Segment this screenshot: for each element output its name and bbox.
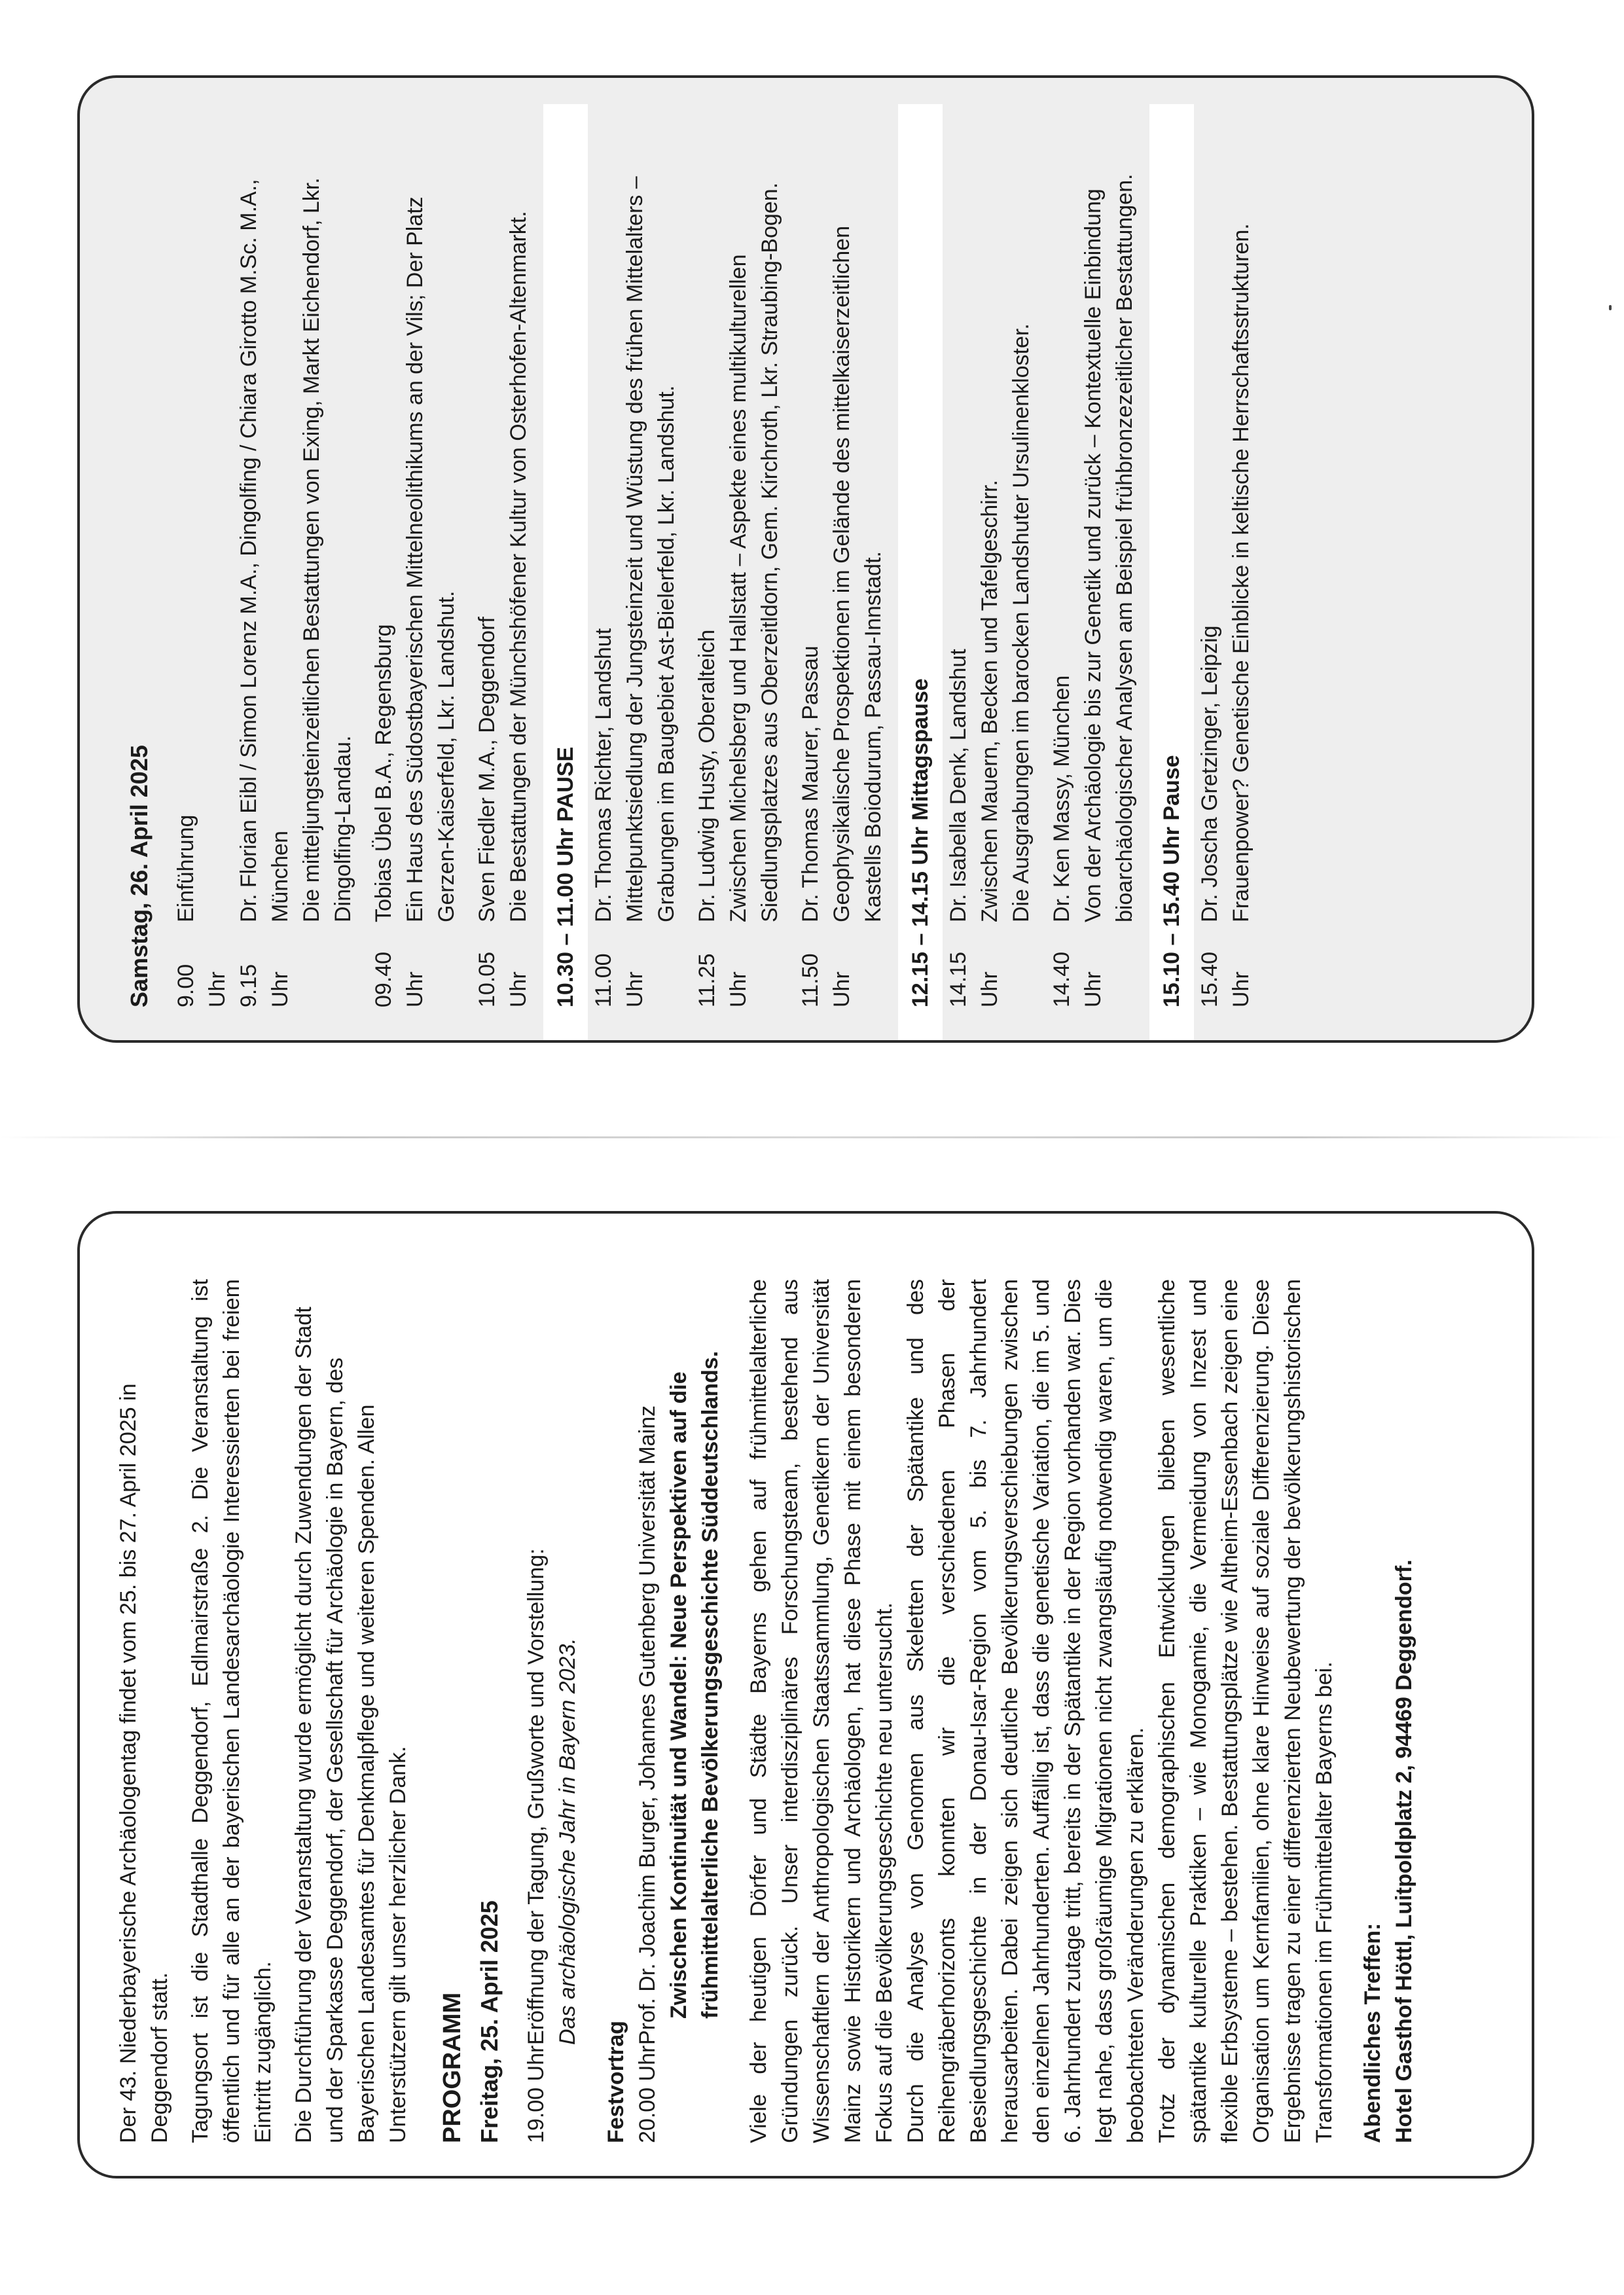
session-title: Geophysikalische Prospektionen im Gelände des mittelkaiserzeitlichen Kastells Boiodurum, Passau-Innstadt. [829, 226, 886, 922]
session-time: 11.50 Uhr [798, 953, 854, 1007]
session-title: Frauenpower? Genetische Einblicke in keltische Herrschaftsstrukturen. [1229, 223, 1254, 922]
intro-paragraph-1: Der 43. Niederbayerische Archäologentag findet vom 25. bis 27. April 2025 in Deggendorf statt. [116, 1383, 172, 2143]
saturday-program-panel [77, 75, 1534, 1043]
session-time: 14.15 Uhr [946, 951, 1002, 1007]
session-row [943, 143, 1037, 1007]
abstract-paragraph-1: Viele der heutigen Dörfer und Städte Bayerns gehen auf frühmittelalterliche Gründungen zurück. Unser interdisziplinäres Forschungsteam, bestehend aus Wissenschaftlern der Anthropologischen Staatssammlung, Genetikern der Universität Mainz sowie Historikern und Archäologen, hat diese Phase mit einem besonderen Fokus auf die Bevölkerungsgeschichte neu untersucht. [746, 1279, 897, 2143]
session-time: 9.00 Uhr [173, 964, 230, 1007]
session-speaker: Dr. Joscha Gretzinger, Leipzig [1197, 625, 1222, 922]
session-time: 15.40 Uhr [1197, 951, 1254, 1007]
session-speaker: Dr. Ludwig Husty, Oberalteich [695, 629, 719, 922]
abstract-paragraph-2: Durch die Analyse von Genomen aus Skeletten der Spätantike und des Reihengräberhorizonts konnten wir die verschiedenen Phasen der Besiedlungsgeschichte in der Donau-Isar-Region vom 5. bis 7. Jahrhundert herausarbeiten. Dabei zeigen sich deutliche Bevölkerungsverschiebungen zwischen den einzelnen Jahrhunderten. Auffällig ist, dass die genetische Variation, die im 5. und 6. Jahrhundert zutage tritt, bereits in der Spätantike in der Region vorhanden war. Dies legt nahe, dass großräumige Migrationen nicht zwangsläufig notwendig waren, um die beobachteten Veränderungen zu erklären. [903, 1279, 1148, 2143]
session-row [471, 143, 534, 1007]
evening-place: Hotel Gasthof Höttl, Luitpoldplatz 2, 94469 Deggendorf. [1392, 1559, 1416, 2143]
session-row [1046, 143, 1140, 1007]
session-time: 9.15 Uhr [236, 964, 293, 1007]
session-time: 10.05 Uhr [475, 951, 531, 1007]
friday-content [113, 1279, 1494, 2143]
festvortrag-time: 20.00 Uhr [635, 2045, 660, 2143]
session-speaker: Dr. Thomas Richter, Landshut [591, 628, 616, 922]
session-row [795, 143, 889, 1007]
session-speaker: Tobias Übel B.A., Regensburg [371, 624, 396, 922]
session-title: Die mitteljungsteinzeitlichen Bestattungen von Exing, Markt Eichendorf, Lkr. Dingolfing-Landau. [299, 177, 355, 922]
friday-heading: Freitag, 25. April 2025 [476, 1900, 503, 2143]
session-row [1194, 143, 1257, 1007]
abstract-paragraph-3: Trotz der dynamischen demographischen Entwicklungen blieben wesentliche spätantike kulturelle Praktiken – wie Monogamie, die Vermeidung von Inzest und flexible Erbsysteme – bestehen. Bestattungsplätze wie Altheim-Essenbach zeigen eine Organisation um Kernfamilien, ohne klare Hinweise auf soziale Differenzierung. Diese Ergebnisse tragen zu einer differenzierten Neubewertung der bevölkerungshistorischen Transformationen im Frühmittelalter Bayerns bei. [1155, 1279, 1337, 2143]
opening-book: Das archäologische Jahr in Bayern 2023. [555, 1638, 580, 2045]
session-title: Mittelpunktsiedlung der Jungsteinzeit und Wüstung des frühen Mittelalters – Grabungen im Baugebiet Ast-Bielerfeld, Lkr. Landshut. [623, 176, 679, 922]
opening-row [520, 1279, 583, 2143]
evening-label: Abendliches Treffen: [1360, 1923, 1385, 2143]
session-row [233, 143, 359, 1007]
festvortrag-row [632, 1279, 726, 2143]
session-speaker: Dr. Thomas Maurer, Passau [798, 645, 823, 922]
break-pause-2: 15.10 – 15.40 Uhr Pause [1149, 104, 1194, 1043]
intro-paragraph-3: Die Durchführung der Veranstaltung wurde ermöglicht durch Zuwendungen der Stadt und der Sparkasse Deggendorf, der Gesellschaft für Archäologie in Bayern, des Bayerischen Landesamtes für Denkmalpflege und weiteren Spenden. Allen Unterstützern gilt unser herzlicher Dank. [291, 1307, 410, 2143]
session-row [588, 143, 682, 1007]
session-row [170, 143, 233, 1007]
session-row [368, 143, 462, 1007]
session-speaker: Sven Fiedler M.A., Deggendorf [475, 617, 499, 922]
session-title: Die Bestattungen der Münchshöfener Kultur von Osterhofen-Altenmarkt. [506, 211, 531, 922]
saturday-heading: Samstag, 26. April 2025 [126, 745, 153, 1007]
intro-paragraph-2: Tagungsort ist die Stadthalle Deggendorf, Edlmairstraße 2. Die Veranstaltung ist öffentlich und für alle an der bayerischen Landesarchäologie Interessierten bei freiem Eintritt zugänglich. [188, 1279, 276, 2143]
fold-line [0, 1136, 1624, 1138]
friday-program-panel [77, 1211, 1534, 2178]
session-speaker: Dr. Florian Eibl / Simon Lorenz M.A., Dingolfing / Chiara Girotto M.Sc. M.A., München [236, 179, 293, 922]
session-speaker: Dr. Ken Massy, München [1049, 675, 1074, 922]
break-pause-1: 10.30 – 11.00 Uhr PAUSE [543, 104, 588, 1043]
session-title: Von der Archäologie bis zur Genetik und zurück – Kontextuelle Einbindung bioarchäologischer Analysen am Beispiel frühbronzezeitlicher Bestattungen. [1081, 173, 1137, 922]
session-title: Die Ausgrabungen im barocken Landshuter Ursulinenkloster. [1009, 323, 1034, 922]
festvortrag-speaker: Prof. Dr. Joachim Burger, Johannes Gutenberg Universität Mainz [635, 1405, 660, 2045]
session-title: Zwischen Mauern, Becken und Tafelgeschirr. [977, 480, 1002, 922]
session-row [691, 143, 785, 1007]
session-time: 09.40 Uhr [371, 951, 427, 1007]
festvortrag-label: Festvortrag [604, 2020, 628, 2143]
scan-speck [1609, 305, 1612, 310]
session-title: Ein Haus des Südostbayerischen Mittelneolithikums an der Vils; Der Platz Gerzen-Kaiserfeld, Lkr. Landshut. [403, 196, 459, 922]
opening-text: Eröffnung der Tagung, Grußworte und Vorstellung: [524, 1548, 549, 2045]
break-mittagspause: 12.15 – 14.15 Uhr Mittagspause [898, 104, 943, 1043]
session-time: 14.40 Uhr [1049, 951, 1106, 1007]
festvortrag-title: Zwischen Kontinuität und Wandel: Neue Perspektiven auf die frühmittelalterliche Bevölkerungsgeschichte Süddeutschlands. [666, 1350, 723, 2019]
session-speaker: Dr. Isabella Denk, Landshut [946, 649, 971, 922]
session-time: 11.25 Uhr [695, 953, 751, 1007]
opening-time: 19.00 Uhr [524, 2045, 549, 2143]
saturday-content [119, 143, 1500, 1007]
session-text: Einführung [173, 814, 198, 922]
session-title: Zwischen Michelsberg und Hallstatt – Aspekte eines multikulturellen Siedlungsplatzes aus Oberzeitldorn, Gem. Kirchroth, Lkr. Straubing-Bogen. [726, 182, 782, 922]
session-time: 11.00 Uhr [591, 953, 647, 1007]
programm-heading: PROGRAMM [439, 1992, 466, 2143]
